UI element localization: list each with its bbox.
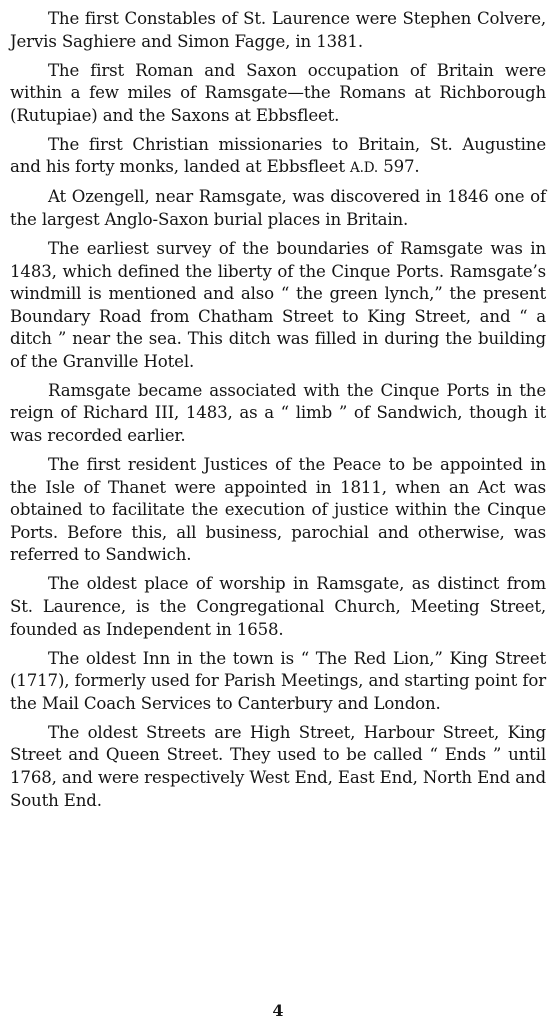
- page-number: 4: [272, 1001, 284, 1020]
- paragraph-oldest-inn: The oldest Inn in the town is “ The Red Lion,” King Street (1717), formerly used for Parish Meetings, and starting point for the Mail Coach Services to Canterbury and London.: [10, 648, 546, 713]
- paragraph-cinque-ports: Ramsgate became associated with the Cinque Ports in the reign of Richard III, 1483, as a “ limb ” of Sandwich, though it was recorded earlier.: [10, 380, 546, 446]
- paragraph-roman-saxon-occupation: The first Roman and Saxon occupation of Britain were within a few miles of Ramsgate—the Romans at Richborough (Rutupiae) and the Saxons at Ebbsfleet.: [10, 60, 546, 125]
- year-text: 597.: [378, 157, 420, 177]
- era-label: A.D.: [350, 160, 379, 177]
- paragraph-oldest-place-of-worship: The oldest place of worship in Ramsgate, as distinct from St. Laurence, is the Congregational Church, Meeting Street, founded as Independent in 1658.: [10, 574, 546, 639]
- paragraph-justices-of-peace: The first resident Justices of the Peace to be appointed in the Isle of Thanet were appointed in 1811, when an Act was obtained to facilitate the execution of justice within the Cinque Ports. Before this, all business, parochial and otherwise, was referred to Sandwich.: [10, 455, 546, 565]
- paragraph-constables: The first Constables of St. Laurence were Stephen Colvere, Jervis Saghiere and Simon Fagge, in 1381.: [10, 9, 546, 51]
- paragraph-ozengell: At Ozengell, near Ramsgate, was discovered in 1846 one of the largest Anglo-Saxon burial places in Britain.: [10, 187, 546, 229]
- paragraph-christian-missionaries: [10, 134, 546, 180]
- paragraph-text: The first Christian missionaries to Britain, St. Augustine and his forty monks, landed at Ebbsfleet: [10, 134, 546, 177]
- paragraph-earliest-survey: The earliest survey of the boundaries of Ramsgate was in 1483, which defined the liberty of the Cinque Ports. Ramsgate’s windmill is mentioned and also “ the green lynch,” the present Boundary Road from Chatham Street to King Street, and “ a ditch ” near the sea. This ditch was filled in during the building of the Granville Hotel.: [10, 238, 546, 371]
- document-page: [10, 8, 546, 1018]
- paragraph-oldest-streets: The oldest Streets are High Street, Harbour Street, King Street and Queen Street. They used to be called “ Ends ” until 1768, and were respectively West End, East End, North End and South End.: [10, 722, 546, 810]
